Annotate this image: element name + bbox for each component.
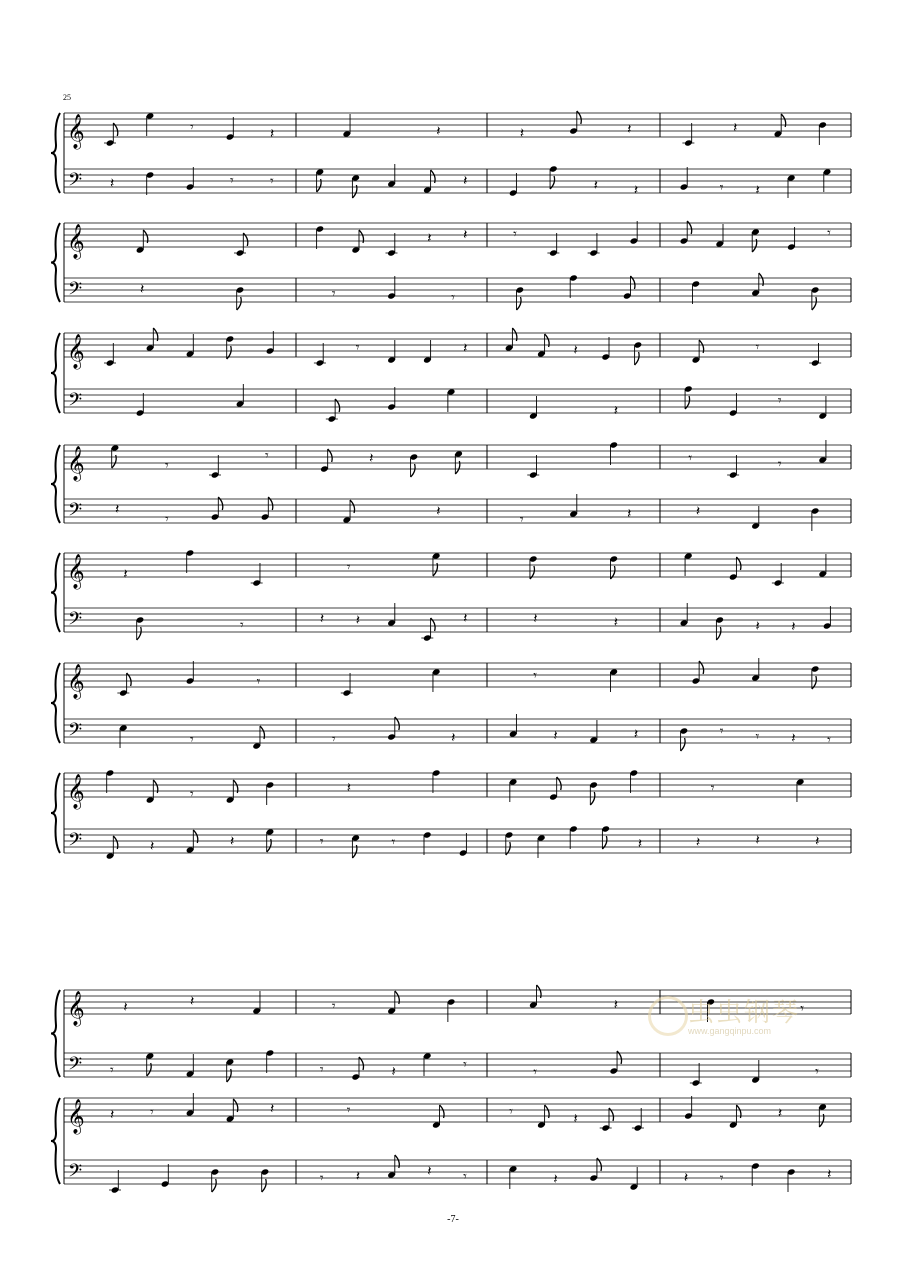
rest-symbol: 𝄾 (331, 731, 336, 748)
rest-symbol: 𝄾 (688, 450, 693, 467)
watermark-url: www.gangqinpu.com (688, 1026, 772, 1036)
rest-symbol: 𝄾 (509, 1104, 513, 1121)
rest-symbol: 𝄽 (319, 610, 325, 627)
rest-symbol: 𝄽 (755, 182, 760, 199)
note-flag (635, 352, 640, 365)
system-brace (51, 445, 60, 523)
rest-symbol: 𝄾 (719, 179, 724, 196)
rest-symbol: 𝄾 (331, 285, 336, 302)
rest-symbol: 𝄾 (827, 732, 831, 749)
rest-symbol: 𝄽 (436, 123, 441, 140)
rest-symbol: 𝄽 (355, 1168, 360, 1185)
rest-symbol: 𝄽 (427, 1163, 432, 1180)
rest-symbol: 𝄾 (533, 1064, 537, 1081)
rest-symbol: 𝄽 (613, 997, 619, 1014)
rest-symbol: 𝄾 (190, 731, 194, 748)
watermark-logo-text: 虫虫钢琴 (688, 998, 801, 1028)
bass-clef-icon: 𝄢 (68, 1054, 83, 1079)
bass-clef-icon: 𝄢 (68, 830, 83, 855)
rest-symbol: 𝄽 (755, 832, 760, 849)
note-flag (517, 297, 522, 310)
rest-symbol: 𝄽 (827, 1166, 832, 1183)
rest-symbol: 𝄾 (755, 729, 760, 746)
rest-symbol: 𝄽 (613, 614, 619, 631)
rest-symbol: 𝄽 (115, 501, 120, 518)
watermark-seal-icon (648, 996, 688, 1036)
rest-symbol: 𝄾 (256, 673, 261, 690)
bass-clef-icon: 𝄢 (68, 279, 83, 304)
rest-symbol: 𝄽 (150, 838, 155, 855)
rest-symbol: 𝄾 (165, 511, 169, 528)
treble-clef-icon: 𝄞 (67, 774, 85, 809)
system-brace (51, 553, 60, 632)
bass-clef-icon: 𝄢 (68, 1161, 83, 1186)
rest-symbol: 𝄾 (513, 226, 517, 243)
bass-clef-icon: 𝄢 (68, 390, 83, 415)
bass-clef-icon: 𝄢 (68, 500, 83, 525)
rest-symbol: 𝄽 (230, 833, 235, 850)
treble-clef-icon: 𝄞 (67, 554, 85, 589)
bass-clef-icon: 𝄢 (68, 720, 83, 745)
bass-clef-icon: 𝄢 (68, 170, 83, 195)
rest-symbol: 𝄾 (451, 290, 455, 307)
note-flag (212, 1179, 217, 1192)
rest-symbol: 𝄽 (110, 175, 115, 192)
rest-symbol: 𝄽 (140, 281, 145, 298)
rest-symbol: 𝄽 (791, 618, 796, 635)
system-brace (51, 773, 60, 853)
rest-symbol: 𝄽 (463, 610, 468, 627)
rest-symbol: 𝄽 (733, 119, 738, 136)
rest-symbol: 𝄽 (190, 993, 195, 1010)
rest-symbol: 𝄽 (633, 726, 639, 743)
rest-symbol: 𝄾 (777, 393, 782, 410)
rest-symbol: 𝄾 (319, 1170, 324, 1187)
treble-clef-icon: 𝄞 (67, 334, 85, 369)
rest-symbol: 𝄽 (463, 227, 468, 244)
rest-symbol: 𝄾 (755, 339, 760, 356)
rest-symbol: 𝄾 (190, 119, 194, 136)
rest-symbol: 𝄽 (346, 780, 352, 797)
note-flag (716, 627, 721, 640)
rest-symbol: 𝄽 (451, 729, 456, 746)
treble-clef-icon: 𝄞 (67, 991, 85, 1026)
note-flag (262, 1179, 267, 1192)
rest-symbol: 𝄾 (319, 834, 324, 851)
rest-symbol: 𝄽 (391, 1063, 396, 1080)
treble-clef-icon: 𝄞 (67, 224, 85, 259)
treble-clef-icon: 𝄞 (67, 664, 85, 699)
rest-symbol: 𝄽 (519, 125, 525, 142)
system-brace (51, 1098, 60, 1184)
rest-symbol: 𝄾 (230, 173, 234, 190)
page-number: -7- (447, 1214, 459, 1225)
rest-symbol: 𝄽 (593, 177, 598, 194)
rest-symbol: 𝄽 (427, 230, 432, 247)
rest-symbol: 𝄾 (190, 786, 194, 803)
rest-symbol: 𝄽 (627, 121, 632, 138)
rest-symbol: 𝄾 (265, 448, 269, 465)
rest-symbol: 𝄽 (755, 618, 760, 635)
rest-symbol: 𝄾 (240, 617, 244, 634)
bass-clef-icon: 𝄢 (68, 609, 83, 634)
rest-symbol: 𝄽 (573, 342, 578, 359)
rest-symbol: 𝄽 (815, 833, 820, 850)
system-brace (51, 663, 60, 743)
rest-symbol: 𝄾 (165, 457, 169, 474)
rest-symbol: 𝄽 (683, 1169, 689, 1186)
note-flag (411, 464, 416, 477)
rest-symbol: 𝄽 (270, 126, 275, 143)
system-brace (51, 223, 60, 302)
note-flag (812, 297, 817, 310)
rest-symbol: 𝄾 (346, 1102, 351, 1119)
rest-symbol: 𝄽 (695, 503, 701, 520)
rest-symbol: 𝄽 (633, 182, 639, 199)
rest-symbol: 𝄽 (777, 1105, 783, 1122)
measure-number: 25 (63, 93, 71, 102)
rest-symbol: 𝄽 (695, 834, 701, 851)
rest-symbol: 𝄾 (150, 1104, 154, 1121)
rest-symbol: 𝄾 (110, 1062, 114, 1079)
rest-symbol: 𝄽 (123, 566, 128, 583)
rest-symbol: 𝄾 (533, 667, 537, 684)
rest-symbol: 𝄾 (827, 225, 831, 242)
rest-symbol: 𝄾 (710, 780, 715, 797)
rest-symbol: 𝄽 (637, 836, 643, 853)
note-flag (681, 738, 686, 751)
rest-symbol: 𝄽 (463, 340, 468, 357)
rest-symbol: 𝄽 (791, 730, 796, 747)
watermark (648, 990, 808, 1046)
rest-symbol: 𝄾 (331, 998, 336, 1015)
treble-clef-icon: 𝄞 (67, 446, 85, 481)
rest-symbol: 𝄾 (719, 1170, 724, 1187)
note-flag (590, 792, 595, 805)
rest-symbol: 𝄽 (270, 1100, 275, 1117)
rest-symbol: 𝄽 (123, 999, 128, 1016)
rest-symbol: 𝄽 (627, 505, 632, 522)
note-flag (237, 297, 242, 310)
system-brace (51, 990, 60, 1077)
rest-symbol: 𝄾 (355, 340, 360, 357)
rest-symbol: 𝄽 (463, 172, 468, 189)
rest-symbol: 𝄽 (573, 1111, 578, 1128)
rest-symbol: 𝄽 (355, 612, 360, 629)
note-flag (137, 627, 142, 640)
rest-symbol: 𝄾 (815, 1064, 819, 1081)
rest-symbol: 𝄾 (270, 173, 274, 190)
rest-symbol: 𝄾 (777, 456, 782, 473)
system-brace (51, 333, 60, 413)
rest-symbol: 𝄾 (800, 1000, 804, 1017)
rest-symbol: 𝄽 (369, 450, 374, 467)
rest-symbol: 𝄽 (110, 1106, 115, 1123)
treble-clef-icon: 𝄞 (67, 1099, 85, 1134)
rest-symbol: 𝄾 (391, 834, 396, 851)
rest-symbol: 𝄾 (463, 1169, 467, 1186)
rest-symbol: 𝄽 (553, 1171, 558, 1188)
rest-symbol: 𝄽 (436, 503, 441, 520)
rest-symbol: 𝄽 (553, 727, 558, 744)
rest-symbol: 𝄾 (319, 1062, 324, 1079)
rest-symbol: 𝄾 (463, 1056, 467, 1073)
rest-symbol: 𝄽 (533, 610, 538, 627)
rest-symbol: 𝄾 (719, 723, 724, 740)
system-brace (51, 113, 60, 193)
treble-clef-icon: 𝄞 (67, 114, 85, 149)
rest-symbol: 𝄾 (519, 512, 524, 529)
rest-symbol: 𝄾 (346, 559, 351, 576)
rest-symbol: 𝄽 (613, 402, 619, 419)
